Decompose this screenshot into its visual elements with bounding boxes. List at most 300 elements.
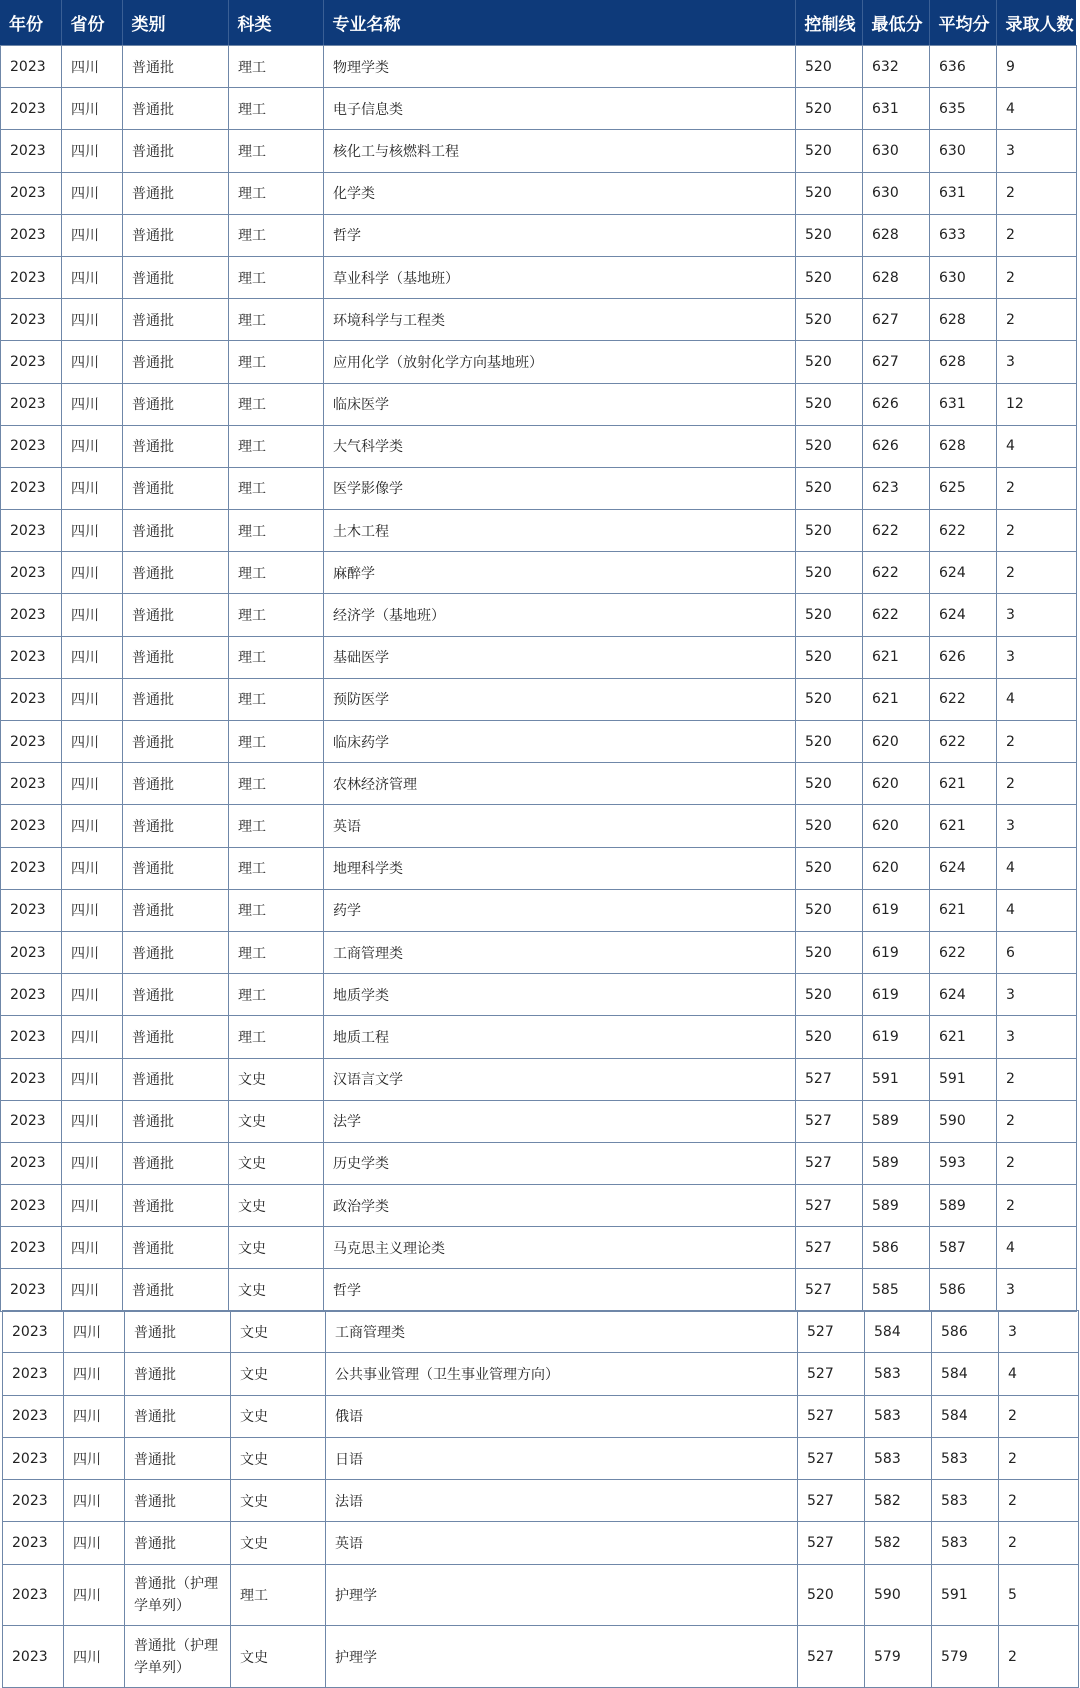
cell-province: 四川 (62, 1058, 123, 1100)
table-row (1, 1058, 1077, 1100)
cell-avg-score: 579 (932, 1626, 999, 1688)
cell-year: 2023 (1, 1269, 62, 1311)
cell-province: 四川 (64, 1480, 125, 1522)
cell-control-line: 527 (798, 1480, 865, 1522)
cell-avg-score: 628 (930, 425, 997, 467)
cell-subject-type: 理工 (229, 172, 324, 214)
cell-control-line: 520 (796, 721, 863, 763)
cell-subject-type: 文史 (229, 1058, 324, 1100)
cell-avg-score: 630 (930, 130, 997, 172)
cell-category: 普通批 (123, 510, 229, 552)
cell-admitted-count: 3 (999, 1311, 1079, 1353)
cell-control-line: 520 (796, 383, 863, 425)
cell-major-name: 历史学类 (324, 1142, 796, 1184)
cell-avg-score: 621 (930, 1016, 997, 1058)
cell-province: 四川 (62, 1269, 123, 1311)
cell-avg-score: 583 (932, 1522, 999, 1564)
cell-province: 四川 (62, 383, 123, 425)
cell-subject-type: 文史 (229, 1185, 324, 1227)
cell-category: 普通批 (123, 931, 229, 973)
cell-min-score: 582 (865, 1522, 932, 1564)
cell-subject-type: 文史 (231, 1437, 326, 1479)
cell-min-score: 627 (863, 299, 930, 341)
cell-avg-score: 593 (930, 1142, 997, 1184)
cell-province: 四川 (62, 1016, 123, 1058)
cell-major-name: 环境科学与工程类 (324, 299, 796, 341)
table-row (1, 299, 1077, 341)
cell-subject-type: 理工 (229, 974, 324, 1016)
cell-province: 四川 (62, 1100, 123, 1142)
cell-major-name: 哲学 (324, 214, 796, 256)
cell-subject-type: 理工 (229, 678, 324, 720)
cell-subject-type: 理工 (229, 341, 324, 383)
cell-control-line: 520 (796, 467, 863, 509)
table-row (1, 889, 1077, 931)
table-section-a (0, 45, 1077, 1312)
cell-year: 2023 (1, 1100, 62, 1142)
cell-year: 2023 (1, 341, 62, 383)
table-row (3, 1564, 1079, 1626)
cell-major-name: 核化工与核燃料工程 (324, 130, 796, 172)
cell-admitted-count: 2 (997, 1185, 1077, 1227)
cell-admitted-count: 2 (997, 299, 1077, 341)
cell-province: 四川 (64, 1564, 125, 1626)
cell-province: 四川 (62, 425, 123, 467)
cell-major-name: 大气科学类 (324, 425, 796, 467)
cell-avg-score: 628 (930, 341, 997, 383)
cell-admitted-count: 3 (997, 130, 1077, 172)
header-major-name: 专业名称 (323, 0, 795, 45)
header-min-score: 最低分 (862, 0, 929, 45)
cell-avg-score: 626 (930, 636, 997, 678)
cell-min-score: 632 (863, 46, 930, 88)
cell-year: 2023 (3, 1480, 64, 1522)
cell-category: 普通批（护理学单列） (125, 1564, 231, 1626)
cell-province: 四川 (62, 931, 123, 973)
cell-admitted-count: 3 (997, 341, 1077, 383)
cell-category: 普通批 (123, 1016, 229, 1058)
cell-major-name: 医学影像学 (324, 467, 796, 509)
cell-major-name: 护理学 (326, 1564, 798, 1626)
cell-year: 2023 (1, 383, 62, 425)
cell-year: 2023 (1, 510, 62, 552)
cell-avg-score: 631 (930, 383, 997, 425)
cell-avg-score: 625 (930, 467, 997, 509)
cell-major-name: 经济学（基地班） (324, 594, 796, 636)
cell-admitted-count: 2 (997, 1142, 1077, 1184)
table-row (3, 1311, 1079, 1353)
cell-admitted-count: 4 (997, 1227, 1077, 1269)
table-row (1, 46, 1077, 88)
table-row (3, 1437, 1079, 1479)
cell-min-score: 589 (863, 1185, 930, 1227)
header-avg-score: 平均分 (929, 0, 996, 45)
cell-control-line: 527 (796, 1058, 863, 1100)
cell-category: 普通批 (123, 172, 229, 214)
cell-subject-type: 理工 (229, 805, 324, 847)
cell-major-name: 麻醉学 (324, 552, 796, 594)
cell-year: 2023 (1, 1016, 62, 1058)
cell-province: 四川 (62, 46, 123, 88)
cell-province: 四川 (62, 974, 123, 1016)
cell-category: 普通批 (123, 1269, 229, 1311)
table-row (3, 1353, 1079, 1395)
cell-category: 普通批（护理学单列） (125, 1626, 231, 1688)
cell-avg-score: 584 (932, 1353, 999, 1395)
cell-control-line: 520 (796, 130, 863, 172)
table-row (1, 383, 1077, 425)
cell-control-line: 520 (796, 214, 863, 256)
cell-subject-type: 理工 (229, 299, 324, 341)
cell-category: 普通批 (123, 1227, 229, 1269)
cell-subject-type: 理工 (229, 847, 324, 889)
cell-province: 四川 (64, 1437, 125, 1479)
cell-category: 普通批 (123, 425, 229, 467)
cell-min-score: 622 (863, 594, 930, 636)
cell-year: 2023 (3, 1522, 64, 1564)
header-year: 年份 (0, 0, 61, 45)
cell-subject-type: 理工 (229, 130, 324, 172)
cell-year: 2023 (1, 721, 62, 763)
cell-category: 普通批 (125, 1395, 231, 1437)
cell-control-line: 520 (796, 763, 863, 805)
cell-province: 四川 (62, 88, 123, 130)
cell-year: 2023 (1, 130, 62, 172)
cell-subject-type: 文史 (231, 1480, 326, 1522)
cell-major-name: 英语 (326, 1522, 798, 1564)
cell-subject-type: 理工 (229, 763, 324, 805)
cell-control-line: 520 (796, 847, 863, 889)
cell-min-score: 626 (863, 425, 930, 467)
cell-control-line: 527 (798, 1353, 865, 1395)
cell-avg-score: 624 (930, 974, 997, 1016)
cell-province: 四川 (62, 299, 123, 341)
cell-admitted-count: 2 (997, 172, 1077, 214)
cell-year: 2023 (1, 594, 62, 636)
table-row (1, 805, 1077, 847)
cell-avg-score: 631 (930, 172, 997, 214)
cell-admitted-count: 2 (997, 552, 1077, 594)
cell-major-name: 地质工程 (324, 1016, 796, 1058)
cell-category: 普通批 (123, 847, 229, 889)
cell-avg-score: 586 (930, 1269, 997, 1311)
cell-min-score: 620 (863, 763, 930, 805)
cell-category: 普通批 (123, 299, 229, 341)
cell-admitted-count: 4 (997, 88, 1077, 130)
cell-province: 四川 (62, 636, 123, 678)
cell-subject-type: 理工 (229, 256, 324, 298)
table-row (1, 594, 1077, 636)
cell-avg-score: 584 (932, 1395, 999, 1437)
cell-major-name: 公共事业管理（卫生事业管理方向） (326, 1353, 798, 1395)
cell-year: 2023 (1, 931, 62, 973)
cell-min-score: 579 (865, 1626, 932, 1688)
cell-province: 四川 (64, 1395, 125, 1437)
cell-subject-type: 理工 (229, 214, 324, 256)
cell-province: 四川 (62, 1227, 123, 1269)
table-section-b (2, 1310, 1079, 1688)
cell-min-score: 583 (865, 1353, 932, 1395)
cell-subject-type: 文史 (231, 1311, 326, 1353)
cell-category: 普通批 (125, 1353, 231, 1395)
table-row (1, 1185, 1077, 1227)
cell-subject-type: 理工 (229, 383, 324, 425)
cell-admitted-count: 2 (997, 214, 1077, 256)
cell-control-line: 520 (796, 678, 863, 720)
cell-province: 四川 (62, 467, 123, 509)
cell-province: 四川 (62, 1185, 123, 1227)
cell-admitted-count: 2 (997, 1058, 1077, 1100)
cell-admitted-count: 4 (999, 1353, 1079, 1395)
cell-control-line: 520 (796, 636, 863, 678)
cell-year: 2023 (3, 1311, 64, 1353)
cell-major-name: 临床医学 (324, 383, 796, 425)
cell-category: 普通批 (123, 636, 229, 678)
cell-province: 四川 (62, 130, 123, 172)
header-subject-type: 科类 (228, 0, 323, 45)
cell-control-line: 520 (796, 805, 863, 847)
cell-admitted-count: 4 (997, 889, 1077, 931)
cell-admitted-count: 3 (997, 594, 1077, 636)
table-row (1, 847, 1077, 889)
cell-admitted-count: 3 (997, 1269, 1077, 1311)
cell-province: 四川 (64, 1353, 125, 1395)
cell-category: 普通批 (123, 721, 229, 763)
cell-subject-type: 理工 (229, 552, 324, 594)
table-row (1, 172, 1077, 214)
header-category: 类别 (122, 0, 228, 45)
cell-min-score: 583 (865, 1395, 932, 1437)
cell-avg-score: 628 (930, 299, 997, 341)
cell-province: 四川 (64, 1626, 125, 1688)
table-row (1, 931, 1077, 973)
table-row (1, 130, 1077, 172)
cell-admitted-count: 2 (999, 1480, 1079, 1522)
cell-major-name: 化学类 (324, 172, 796, 214)
cell-control-line: 527 (798, 1395, 865, 1437)
cell-category: 普通批 (123, 678, 229, 720)
cell-avg-score: 590 (930, 1100, 997, 1142)
cell-avg-score: 624 (930, 594, 997, 636)
cell-control-line: 520 (796, 974, 863, 1016)
cell-year: 2023 (1, 172, 62, 214)
cell-province: 四川 (62, 341, 123, 383)
table-header (0, 0, 1076, 45)
cell-min-score: 619 (863, 1016, 930, 1058)
cell-subject-type: 理工 (229, 46, 324, 88)
cell-category: 普通批 (125, 1480, 231, 1522)
cell-year: 2023 (1, 1058, 62, 1100)
cell-avg-score: 624 (930, 847, 997, 889)
cell-province: 四川 (62, 214, 123, 256)
table-row (1, 763, 1077, 805)
cell-category: 普通批 (125, 1437, 231, 1479)
cell-subject-type: 理工 (229, 594, 324, 636)
cell-major-name: 日语 (326, 1437, 798, 1479)
table-row (1, 1269, 1077, 1311)
cell-admitted-count: 2 (997, 467, 1077, 509)
cell-control-line: 520 (796, 889, 863, 931)
cell-category: 普通批 (123, 467, 229, 509)
cell-admitted-count: 2 (997, 1100, 1077, 1142)
cell-category: 普通批 (123, 46, 229, 88)
cell-avg-score: 621 (930, 889, 997, 931)
cell-control-line: 527 (796, 1100, 863, 1142)
cell-province: 四川 (62, 510, 123, 552)
cell-avg-score: 622 (930, 721, 997, 763)
cell-control-line: 520 (796, 88, 863, 130)
cell-major-name: 英语 (324, 805, 796, 847)
table-row (1, 88, 1077, 130)
cell-province: 四川 (62, 889, 123, 931)
cell-control-line: 520 (796, 510, 863, 552)
cell-control-line: 520 (796, 299, 863, 341)
table-row (3, 1395, 1079, 1437)
cell-major-name: 预防医学 (324, 678, 796, 720)
cell-year: 2023 (3, 1437, 64, 1479)
table-row (1, 256, 1077, 298)
cell-year: 2023 (1, 88, 62, 130)
cell-subject-type: 理工 (229, 636, 324, 678)
cell-min-score: 584 (865, 1311, 932, 1353)
table-row (1, 425, 1077, 467)
table-row (3, 1626, 1079, 1688)
cell-subject-type: 理工 (229, 721, 324, 763)
cell-category: 普通批 (123, 214, 229, 256)
cell-province: 四川 (64, 1311, 125, 1353)
cell-control-line: 527 (798, 1626, 865, 1688)
cell-subject-type: 文史 (229, 1269, 324, 1311)
cell-subject-type: 理工 (229, 1016, 324, 1058)
cell-admitted-count: 4 (997, 847, 1077, 889)
table-row (1, 467, 1077, 509)
table-row (1, 1016, 1077, 1058)
cell-year: 2023 (1, 425, 62, 467)
cell-major-name: 土木工程 (324, 510, 796, 552)
cell-major-name: 哲学 (324, 1269, 796, 1311)
cell-min-score: 630 (863, 172, 930, 214)
table-row (3, 1480, 1079, 1522)
cell-subject-type: 理工 (229, 510, 324, 552)
cell-control-line: 527 (796, 1185, 863, 1227)
cell-province: 四川 (62, 552, 123, 594)
table-row (3, 1522, 1079, 1564)
cell-subject-type: 理工 (229, 467, 324, 509)
cell-min-score: 622 (863, 510, 930, 552)
cell-major-name: 法学 (324, 1100, 796, 1142)
header-row (0, 0, 1076, 45)
cell-avg-score: 586 (932, 1311, 999, 1353)
cell-avg-score: 589 (930, 1185, 997, 1227)
cell-avg-score: 622 (930, 931, 997, 973)
cell-year: 2023 (1, 889, 62, 931)
cell-control-line: 527 (798, 1522, 865, 1564)
cell-major-name: 法语 (326, 1480, 798, 1522)
cell-admitted-count: 2 (999, 1395, 1079, 1437)
cell-control-line: 527 (796, 1142, 863, 1184)
cell-subject-type: 文史 (229, 1100, 324, 1142)
table-row (1, 678, 1077, 720)
cell-control-line: 520 (796, 46, 863, 88)
cell-category: 普通批 (123, 552, 229, 594)
cell-category: 普通批 (125, 1522, 231, 1564)
table-row (1, 552, 1077, 594)
cell-major-name: 马克思主义理论类 (324, 1227, 796, 1269)
cell-category: 普通批 (123, 130, 229, 172)
cell-category: 普通批 (123, 88, 229, 130)
cell-category: 普通批 (123, 256, 229, 298)
cell-major-name: 临床药学 (324, 721, 796, 763)
cell-min-score: 582 (865, 1480, 932, 1522)
cell-major-name: 草业科学（基地班） (324, 256, 796, 298)
cell-min-score: 590 (865, 1564, 932, 1626)
cell-major-name: 应用化学（放射化学方向基地班） (324, 341, 796, 383)
cell-year: 2023 (1, 847, 62, 889)
table-row (1, 1227, 1077, 1269)
cell-min-score: 628 (863, 256, 930, 298)
cell-year: 2023 (1, 552, 62, 594)
cell-major-name: 工商管理类 (326, 1311, 798, 1353)
table-row (1, 510, 1077, 552)
table-row (1, 974, 1077, 1016)
table-row (1, 214, 1077, 256)
cell-category: 普通批 (123, 383, 229, 425)
header-admitted-count: 录取人数 (996, 0, 1076, 45)
cell-year: 2023 (1, 805, 62, 847)
cell-category: 普通批 (123, 594, 229, 636)
cell-control-line: 520 (796, 1016, 863, 1058)
cell-avg-score: 591 (932, 1564, 999, 1626)
cell-avg-score: 635 (930, 88, 997, 130)
cell-control-line: 520 (798, 1564, 865, 1626)
cell-province: 四川 (62, 594, 123, 636)
cell-category: 普通批 (123, 1185, 229, 1227)
cell-year: 2023 (1, 214, 62, 256)
cell-min-score: 586 (863, 1227, 930, 1269)
cell-min-score: 627 (863, 341, 930, 383)
cell-major-name: 农林经济管理 (324, 763, 796, 805)
cell-min-score: 631 (863, 88, 930, 130)
cell-admitted-count: 2 (997, 256, 1077, 298)
cell-min-score: 589 (863, 1142, 930, 1184)
cell-control-line: 520 (796, 425, 863, 467)
cell-subject-type: 理工 (229, 931, 324, 973)
cell-admitted-count: 4 (997, 425, 1077, 467)
cell-year: 2023 (1, 678, 62, 720)
cell-province: 四川 (62, 763, 123, 805)
cell-year: 2023 (1, 256, 62, 298)
cell-major-name: 物理学类 (324, 46, 796, 88)
cell-avg-score: 587 (930, 1227, 997, 1269)
cell-category: 普通批 (123, 341, 229, 383)
cell-year: 2023 (3, 1564, 64, 1626)
cell-admitted-count: 2 (999, 1626, 1079, 1688)
cell-control-line: 520 (796, 552, 863, 594)
cell-admitted-count: 2 (997, 721, 1077, 763)
table-row (1, 636, 1077, 678)
cell-year: 2023 (1, 1142, 62, 1184)
cell-province: 四川 (62, 847, 123, 889)
cell-control-line: 520 (796, 931, 863, 973)
cell-major-name: 电子信息类 (324, 88, 796, 130)
cell-subject-type: 文史 (229, 1227, 324, 1269)
cell-avg-score: 622 (930, 510, 997, 552)
cell-province: 四川 (62, 678, 123, 720)
cell-min-score: 591 (863, 1058, 930, 1100)
table-row (1, 721, 1077, 763)
cell-avg-score: 621 (930, 805, 997, 847)
cell-subject-type: 理工 (231, 1564, 326, 1626)
